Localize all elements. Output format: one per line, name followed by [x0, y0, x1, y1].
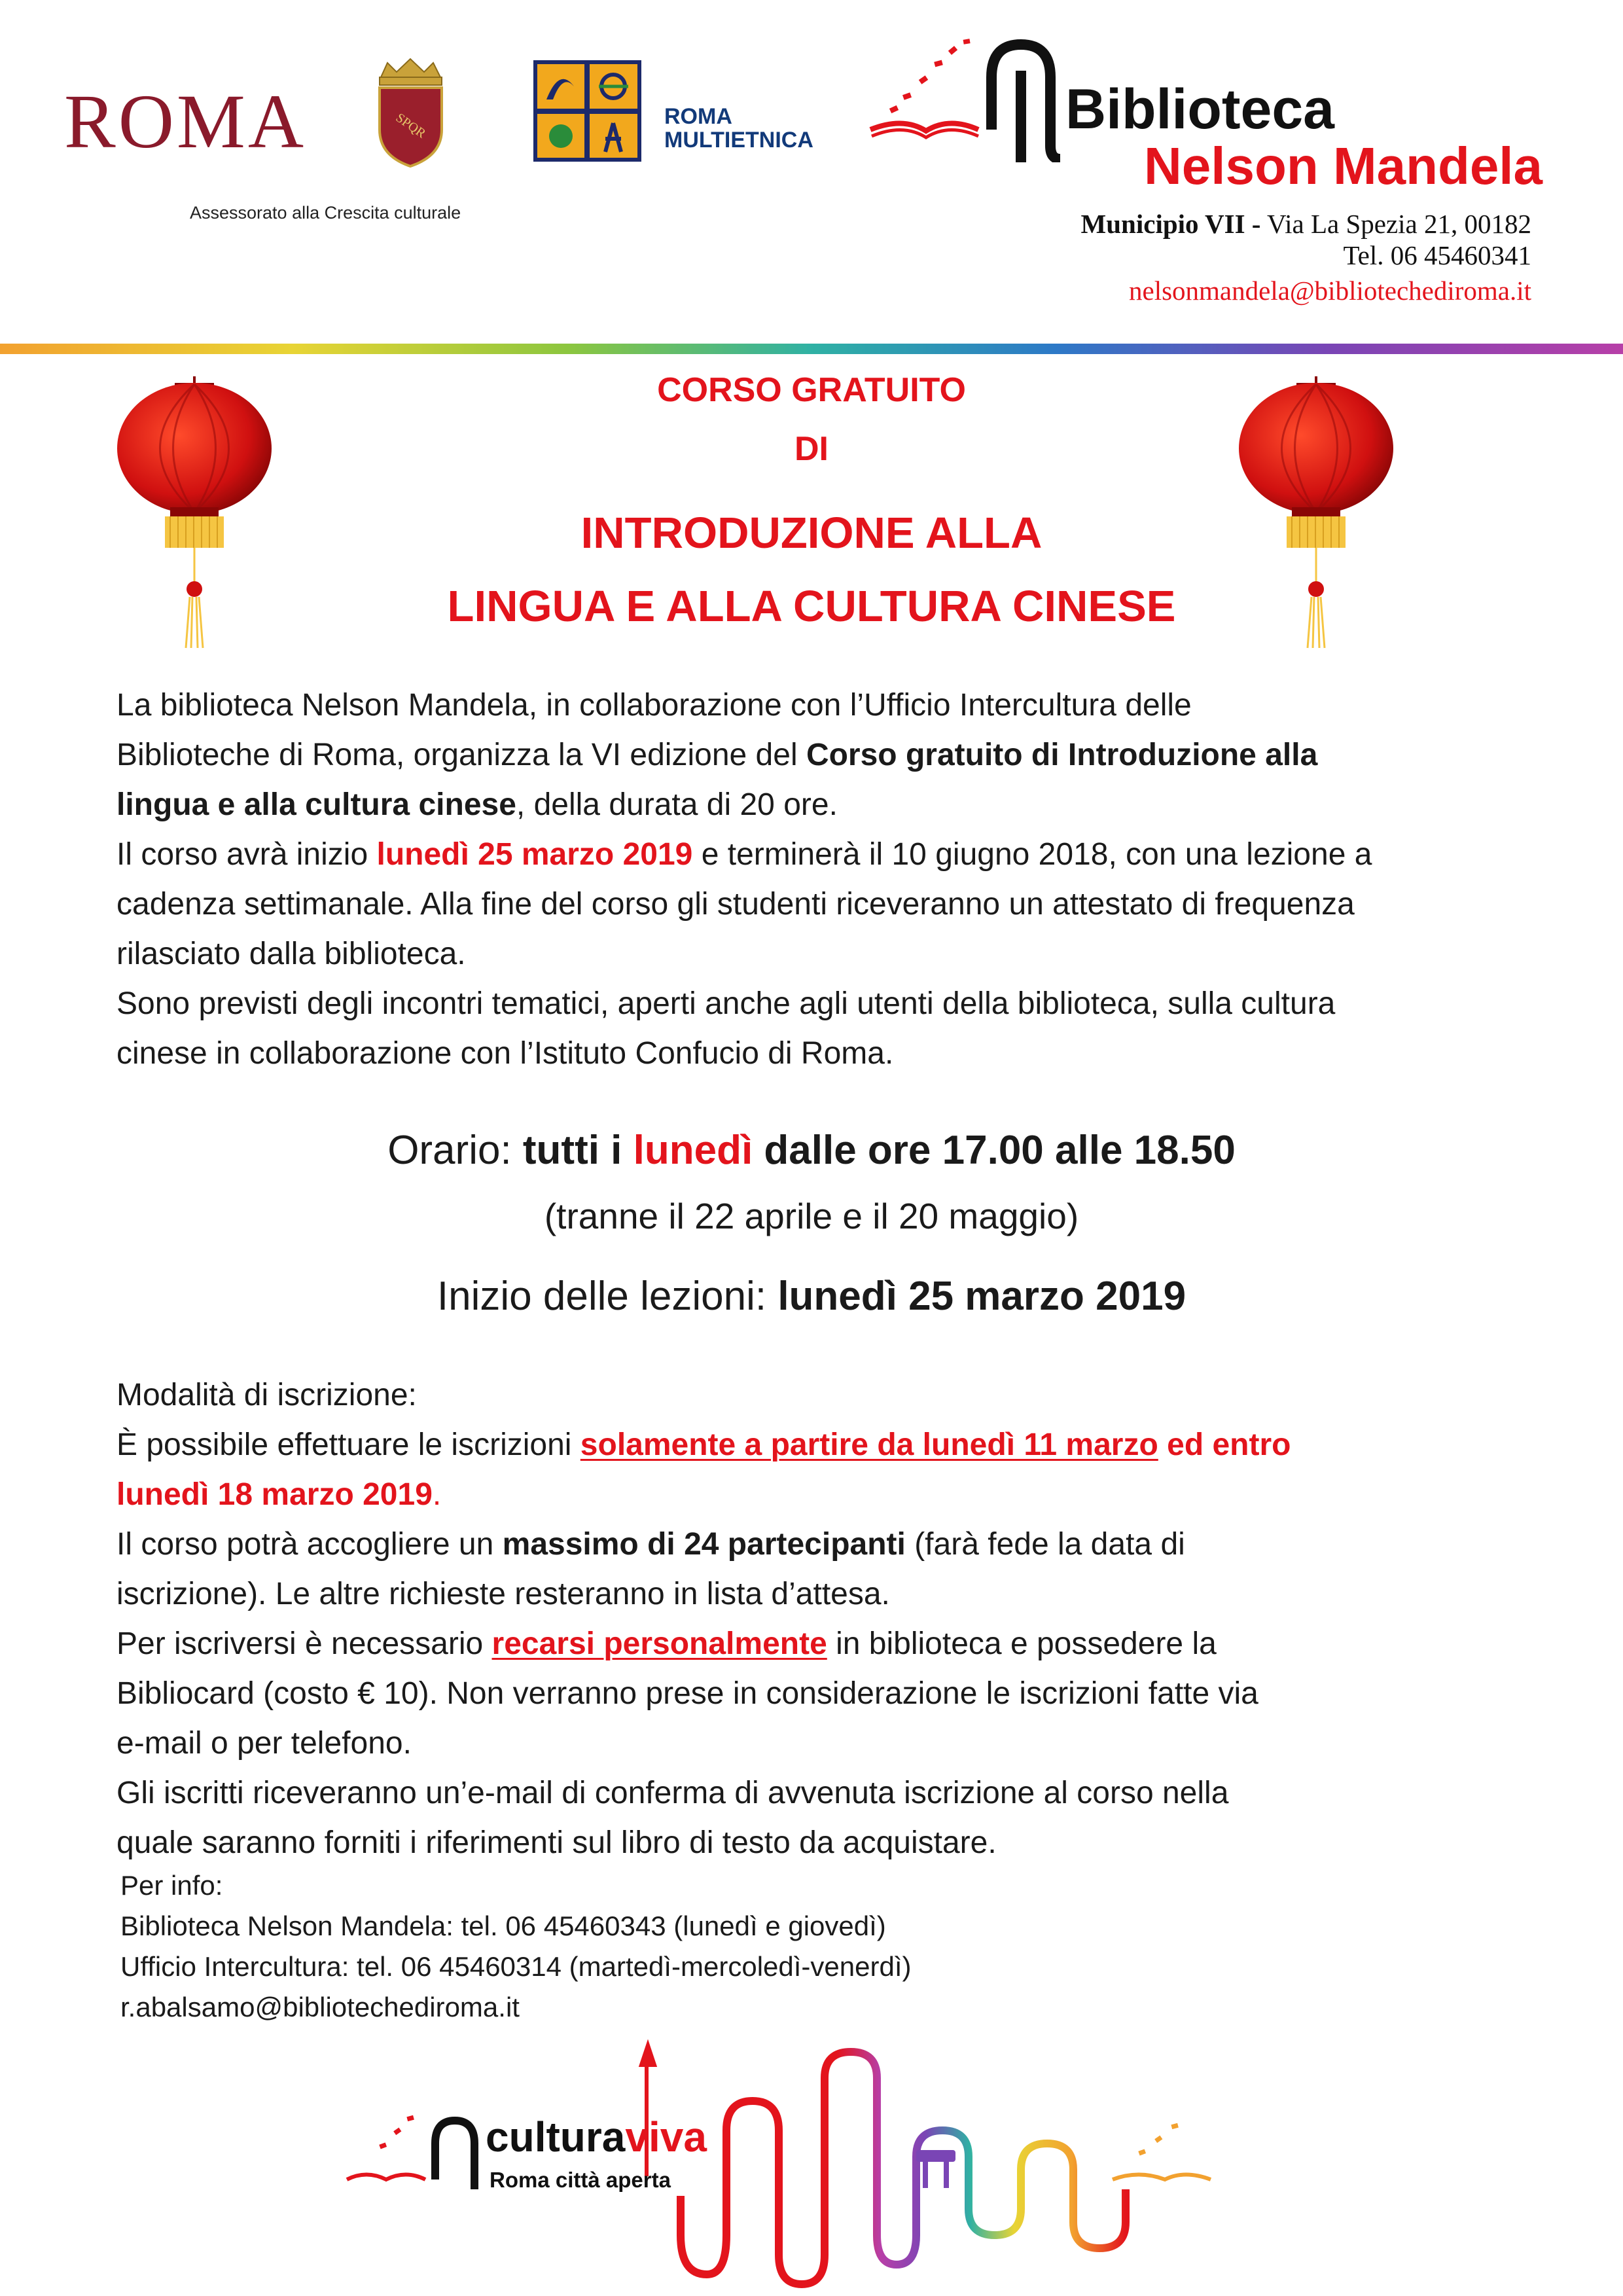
registration-section	[116, 1371, 1291, 1868]
intro-line: La biblioteca Nelson Mandela, in collaborazione con l’Ufficio Intercultura delle	[116, 688, 1192, 723]
course-label: CORSO GRATUITO	[657, 371, 966, 409]
registration-line: Il corso potrà accogliere un massimo di 24 partecipanti (farà fede la data di	[116, 1527, 1185, 1562]
roma-multietnica-logo-icon	[533, 60, 641, 162]
crest-text: SPQR	[393, 110, 429, 141]
registration-window-highlight: solamente a partire da lunedì 11 marzo	[580, 1427, 1158, 1462]
registration-line: e-mail o per telefono.	[116, 1726, 412, 1761]
registration-line: quale saranno forniti i riferimenti sul libro di testo da acquistare.	[116, 1825, 997, 1860]
info-library-phone: Biblioteca Nelson Mandela: tel. 06 45460343 (lunedì e giovedì)	[120, 1910, 886, 1941]
intro-line: cinese in collaborazione con l’Istituto Confucio di Roma.	[116, 1036, 894, 1071]
start-date-line: Inizio delle lezioni: lunedì 25 marzo 2019	[437, 1274, 1186, 1319]
rainbow-divider	[0, 344, 1623, 354]
roma-logo-text: ROMA	[64, 79, 307, 164]
registration-line: È possibile effettuare le iscrizioni solamente a partire da lunedì 11 marzo ed entro	[116, 1427, 1291, 1462]
in-person-highlight: recarsi personalmente	[491, 1626, 827, 1661]
course-title-line2: LINGUA E ALLA CULTURA CINESE	[447, 582, 1176, 631]
course-name-bold: lingua e alla cultura cinese	[116, 787, 516, 822]
intro-line: rilasciato dalla biblioteca.	[116, 937, 466, 971]
culturaviva-subtitle: Roma città aperta	[490, 2168, 671, 2192]
municipio-label: Municipio VII -	[1080, 209, 1261, 239]
culturaviva-wordmark: culturaviva	[486, 2113, 707, 2161]
intro-line: Biblioteche di Roma, organizza la VI edizione del Corso gratuito di Introduzione alla	[116, 738, 1318, 772]
address-line	[1081, 208, 1531, 240]
schedule-line: Orario: tutti i lunedì dalle ore 17.00 alle 18.50	[387, 1128, 1236, 1173]
registration-deadline: lunedì 18 marzo 2019	[116, 1477, 433, 1512]
biblioteca-books-logo-icon	[864, 31, 1080, 162]
library-email-link[interactable]: nelsonmandela@bibliotechediroma.it	[1129, 276, 1531, 306]
registration-line: Bibliocard (costo € 10). Non verranno prese in considerazione le iscrizioni fatte via	[116, 1676, 1258, 1711]
monday-highlight: lunedì	[633, 1128, 753, 1173]
intro-line: Sono previsti degli incontri tematici, aperti anche agli utenti della biblioteca, sulla cultura	[116, 986, 1336, 1021]
registration-line: Per iscriversi è necessario recarsi personalmente in biblioteca e possedere la	[116, 1626, 1217, 1661]
course-label-di: DI	[794, 430, 829, 468]
registration-heading: Modalità di iscrizione:	[116, 1378, 417, 1412]
assessorato-label: Assessorato alla Crescita culturale	[190, 203, 461, 223]
intro-line: lingua e alla cultura cinese, della durata di 20 ore.	[116, 787, 838, 822]
max-participants: massimo di 24 partecipanti	[502, 1527, 906, 1562]
roma-multietnica-label	[664, 105, 813, 152]
registration-line: lunedì 18 marzo 2019.	[116, 1477, 442, 1512]
info-office-phone: Ufficio Intercultura: tel. 06 45460314 (martedì-mercoledì-venerdì)	[120, 1951, 912, 1982]
info-email-link[interactable]: r.abalsamo@bibliotechediroma.it	[120, 1992, 520, 2022]
intro-line: Il corso avrà inizio lunedì 25 marzo 2019 e terminerà il 10 giugno 2018, con una lezione a	[116, 837, 1372, 872]
roma-crest-icon	[373, 58, 448, 169]
course-name-bold: Corso gratuito di Introduzione alla	[806, 738, 1318, 772]
address-text: Via La Spezia 21, 00182	[1260, 209, 1531, 239]
intro-paragraph	[116, 681, 1372, 1079]
multietnica-line1: ROMA	[664, 104, 732, 129]
schedule-exceptions: (tranne il 22 aprile e il 20 maggio)	[544, 1196, 1079, 1236]
start-date-value: lunedì 25 marzo 2019	[777, 1274, 1186, 1319]
course-title-line1: INTRODUZIONE ALLA	[580, 509, 1043, 558]
contact-info	[120, 1865, 911, 2028]
multietnica-line2: MULTIETNICA	[664, 128, 813, 152]
intro-line: cadenza settimanale. Alla fine del corso gli studenti riceveranno un attestato di frequenza	[116, 887, 1355, 922]
registration-line: Gli iscritti riceveranno un’e-mail di conferma di avvenuta iscrizione al corso nella	[116, 1776, 1229, 1810]
biblioteca-name: Nelson Mandela	[1144, 137, 1543, 195]
start-date-highlight: lunedì 25 marzo 2019	[376, 837, 693, 872]
library-phone: Tel. 06 45460341	[1343, 240, 1531, 270]
biblioteca-title: Biblioteca	[1065, 78, 1334, 141]
registration-line: iscrizione). Le altre richieste resteranno in lista d’attesa.	[116, 1577, 890, 1611]
info-heading: Per info:	[120, 1870, 223, 1901]
culturaviva-logo-icon	[340, 2039, 1217, 2294]
